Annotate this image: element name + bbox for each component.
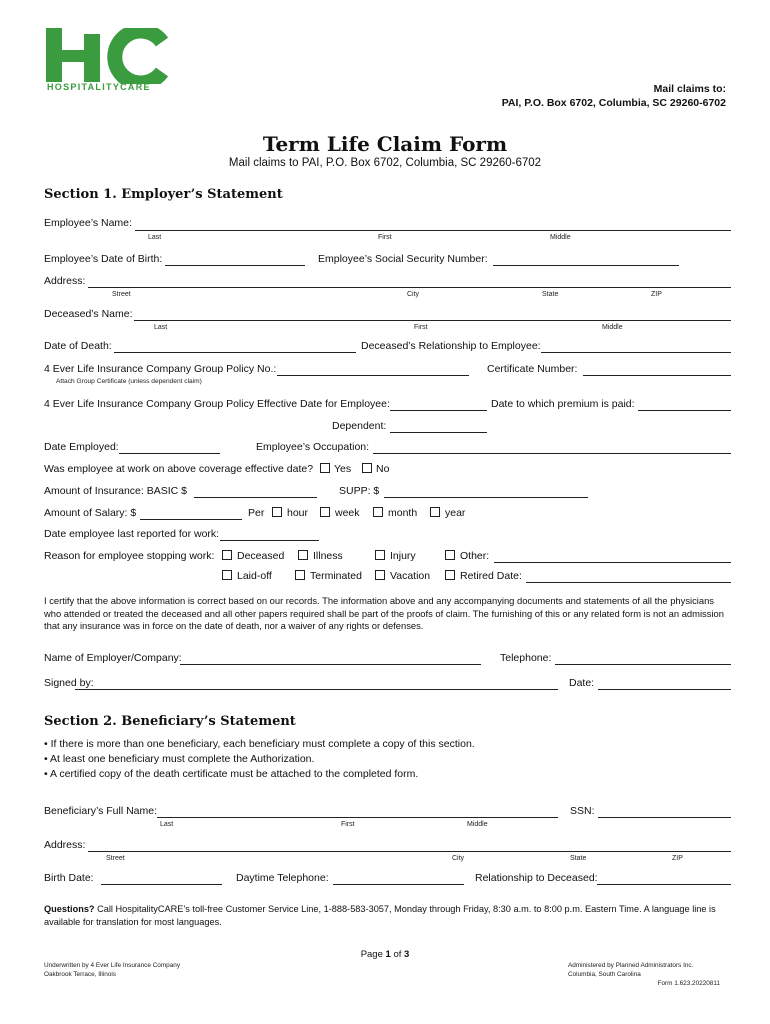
date-of-death-label: Date of Death: <box>44 340 112 352</box>
address-field[interactable] <box>88 287 731 288</box>
b-sub-state: State <box>570 855 587 862</box>
signed-by-label: Signed by: <box>44 677 94 689</box>
retired-label: Retired Date: <box>460 570 522 582</box>
bullet-2: • At least one beneficiary must complete the Authorization. <box>44 753 315 765</box>
page-total: 3 <box>404 949 410 960</box>
occupation-field[interactable] <box>373 453 731 454</box>
date-field[interactable] <box>598 689 731 690</box>
week-label: week <box>335 507 360 519</box>
attach-note: Attach Group Certificate (unless dependent claim) <box>56 378 202 385</box>
administrator-line1: Administered by Planned Administrators Inc. <box>568 962 694 969</box>
sub-first: First <box>378 234 392 241</box>
premium-label: Date to which premium is paid: <box>491 398 635 410</box>
amount-insurance-label: Amount of Insurance: BASIC $ <box>44 485 187 497</box>
sub-state: State <box>542 291 559 298</box>
sub-first-2: First <box>414 324 428 331</box>
relationship-deceased-field[interactable] <box>597 884 731 885</box>
policy-no-field[interactable] <box>277 375 469 376</box>
laid-off-label: Laid-off <box>237 570 272 582</box>
date-employed-label: Date Employed: <box>44 441 119 453</box>
supp-amount-field[interactable] <box>384 497 588 498</box>
effective-date-field[interactable] <box>390 410 487 411</box>
deceased-name-field[interactable] <box>134 320 731 321</box>
yes-label: Yes <box>334 463 352 475</box>
deceased-label: Deceased <box>237 550 285 562</box>
section2-heading: Section 2. Beneficiary’s Statement <box>44 714 296 729</box>
daytime-phone-label: Daytime Telephone: <box>236 872 329 884</box>
questions-text: Call HospitalityCARE’s toll-free Customer Service Line, 1-888-583-3057, Monday through Friday, 8:30 a.m. to 8:00 p.m. Eastern Time. A language line is available for translation for most languages. <box>44 904 716 927</box>
year-checkbox[interactable] <box>430 507 440 517</box>
date-employed-field[interactable] <box>119 453 220 454</box>
injury-label: Injury <box>390 550 416 562</box>
certification-paragraph: I certify that the above information is correct based on our records. The information above and any accompanying documents and statements of all the physicians who attended or treated the deceased and all other papers required shall be part of the proofs of claim. The furnishing of this or any related form is not an admission that any insurance was in force on the date of death, nor a waiver of any rights or defenses. <box>44 595 724 631</box>
last-work-field[interactable] <box>220 540 319 541</box>
terminated-checkbox[interactable] <box>295 570 305 580</box>
birth-date-label: Birth Date: <box>44 872 94 884</box>
hour-label: hour <box>287 507 309 519</box>
b-sub-middle: Middle <box>467 821 488 828</box>
hospitalitycare-logo <box>44 28 168 94</box>
sub-middle-2: Middle <box>602 324 623 331</box>
beneficiary-name-label: Beneficiary’s Full Name: <box>44 805 158 817</box>
telephone-field[interactable] <box>555 664 731 665</box>
per-label: Per <box>248 507 265 519</box>
beneficiary-address-field[interactable] <box>88 851 731 852</box>
sub-zip: ZIP <box>651 291 662 298</box>
dob-field[interactable] <box>165 265 305 266</box>
relationship-field[interactable] <box>541 352 731 353</box>
reason-label: Reason for employee stopping work: <box>44 550 215 562</box>
illness-label: Illness <box>313 550 343 562</box>
relationship-deceased-label: Relationship to Deceased: <box>475 872 598 884</box>
telephone-label: Telephone: <box>500 652 552 664</box>
policy-no-label: 4 Ever Life Insurance Company Group Policy No.: <box>44 363 277 375</box>
occupation-label: Employee’s Occupation: <box>256 441 370 453</box>
form-number: Form 1.623.20220811 <box>657 980 720 987</box>
administrator-line2: Columbia, South Carolina <box>568 971 641 978</box>
birth-date-field[interactable] <box>101 884 222 885</box>
dependent-field[interactable] <box>390 432 487 433</box>
illness-checkbox[interactable] <box>298 550 308 560</box>
section1-heading: Section 1. Employer’s Statement <box>44 187 283 202</box>
questions-paragraph <box>44 903 730 928</box>
injury-checkbox[interactable] <box>375 550 385 560</box>
mail-claims-label: Mail claims to: <box>653 83 726 95</box>
no-label: No <box>376 463 390 475</box>
month-label: month <box>388 507 418 519</box>
page-number <box>0 949 770 960</box>
at-work-no-checkbox[interactable] <box>362 463 372 473</box>
page-subtitle: Mail claims to PAI, P.O. Box 6702, Columbia, SC 29260-6702 <box>228 157 542 169</box>
dependent-label: Dependent: <box>332 420 387 432</box>
beneficiary-name-field[interactable] <box>157 817 558 818</box>
employee-name-label: Employee’s Name: <box>44 217 132 229</box>
b-sub-zip: ZIP <box>672 855 683 862</box>
b-sub-city: City <box>452 855 465 862</box>
week-checkbox[interactable] <box>320 507 330 517</box>
underwriter-line2: Oakbrook Terrace, Illinois <box>44 971 116 978</box>
month-checkbox[interactable] <box>373 507 383 517</box>
retired-date-field[interactable] <box>526 582 731 583</box>
b-sub-street: Street <box>106 855 125 862</box>
certificate-label: Certificate Number: <box>487 363 578 375</box>
certificate-field[interactable] <box>583 375 731 376</box>
basic-amount-field[interactable] <box>194 497 317 498</box>
vacation-label: Vacation <box>390 570 431 582</box>
ssn-label: Employee’s Social Security Number: <box>318 253 488 265</box>
sub-last: Last <box>148 234 162 241</box>
last-work-label: Date employee last reported for work: <box>44 528 220 540</box>
underwriter-line1: Underwritten by 4 Ever Life Insurance Company <box>44 962 181 969</box>
laid-off-checkbox[interactable] <box>222 570 232 580</box>
year-label: year <box>445 507 466 519</box>
at-work-question: Was employee at work on above coverage effective date? <box>44 463 314 475</box>
effective-date-label: 4 Ever Life Insurance Company Group Policy Effective Date for Employee: <box>44 398 390 410</box>
dob-label: Employee’s Date of Birth: <box>44 253 163 265</box>
deceased-name-label: Deceased’s Name: <box>44 308 133 320</box>
employer-name-label: Name of Employer/Company: <box>44 652 182 664</box>
sub-last-2: Last <box>154 324 168 331</box>
daytime-phone-field[interactable] <box>333 884 464 885</box>
at-work-yes-checkbox[interactable] <box>320 463 330 473</box>
sub-middle: Middle <box>550 234 571 241</box>
salary-label: Amount of Salary: $ <box>44 507 137 519</box>
relationship-label: Deceased’s Relationship to Employee: <box>361 340 541 352</box>
beneficiary-ssn-label: SSN: <box>570 805 595 817</box>
date-label: Date: <box>569 677 595 689</box>
hc-logo-mark <box>44 28 168 84</box>
b-sub-first: First <box>341 821 355 828</box>
sub-city: City <box>407 291 420 298</box>
hour-checkbox[interactable] <box>272 507 282 517</box>
retired-checkbox[interactable] <box>445 570 455 580</box>
page-of: of <box>390 949 405 960</box>
terminated-label: Terminated <box>310 570 362 582</box>
date-of-death-field[interactable] <box>114 352 356 353</box>
employee-name-field[interactable] <box>135 230 731 231</box>
other-field[interactable] <box>494 562 731 563</box>
ssn-field[interactable] <box>493 265 679 266</box>
bullet-1: • If there is more than one beneficiary, each beneficiary must complete a copy of this section. <box>44 738 475 750</box>
questions-label: Questions? <box>44 904 95 914</box>
beneficiary-address-label: Address: <box>44 839 86 851</box>
signed-by-field[interactable] <box>75 689 558 690</box>
mail-claims-address: PAI, P.O. Box 6702, Columbia, SC 29260-6702 <box>501 97 726 109</box>
page-num: 1 <box>385 949 391 960</box>
page-title: Term Life Claim Form <box>262 132 508 156</box>
beneficiary-ssn-field[interactable] <box>598 817 731 818</box>
deceased-checkbox[interactable] <box>222 550 232 560</box>
b-sub-last: Last <box>160 821 174 828</box>
supp-label: SUPP: $ <box>339 485 380 497</box>
sub-street: Street <box>112 291 131 298</box>
page-prefix: Page <box>360 949 386 960</box>
address-label: Address: <box>44 275 86 287</box>
employer-name-field[interactable] <box>180 664 481 665</box>
premium-field[interactable] <box>638 410 731 411</box>
bullet-3: • A certified copy of the death certificate must be attached to the completed form. <box>44 768 419 780</box>
salary-field[interactable] <box>140 519 242 520</box>
logo-text: HOSPITALITYCARE <box>47 82 151 92</box>
other-checkbox[interactable] <box>445 550 455 560</box>
other-label: Other: <box>460 550 490 562</box>
vacation-checkbox[interactable] <box>375 570 385 580</box>
